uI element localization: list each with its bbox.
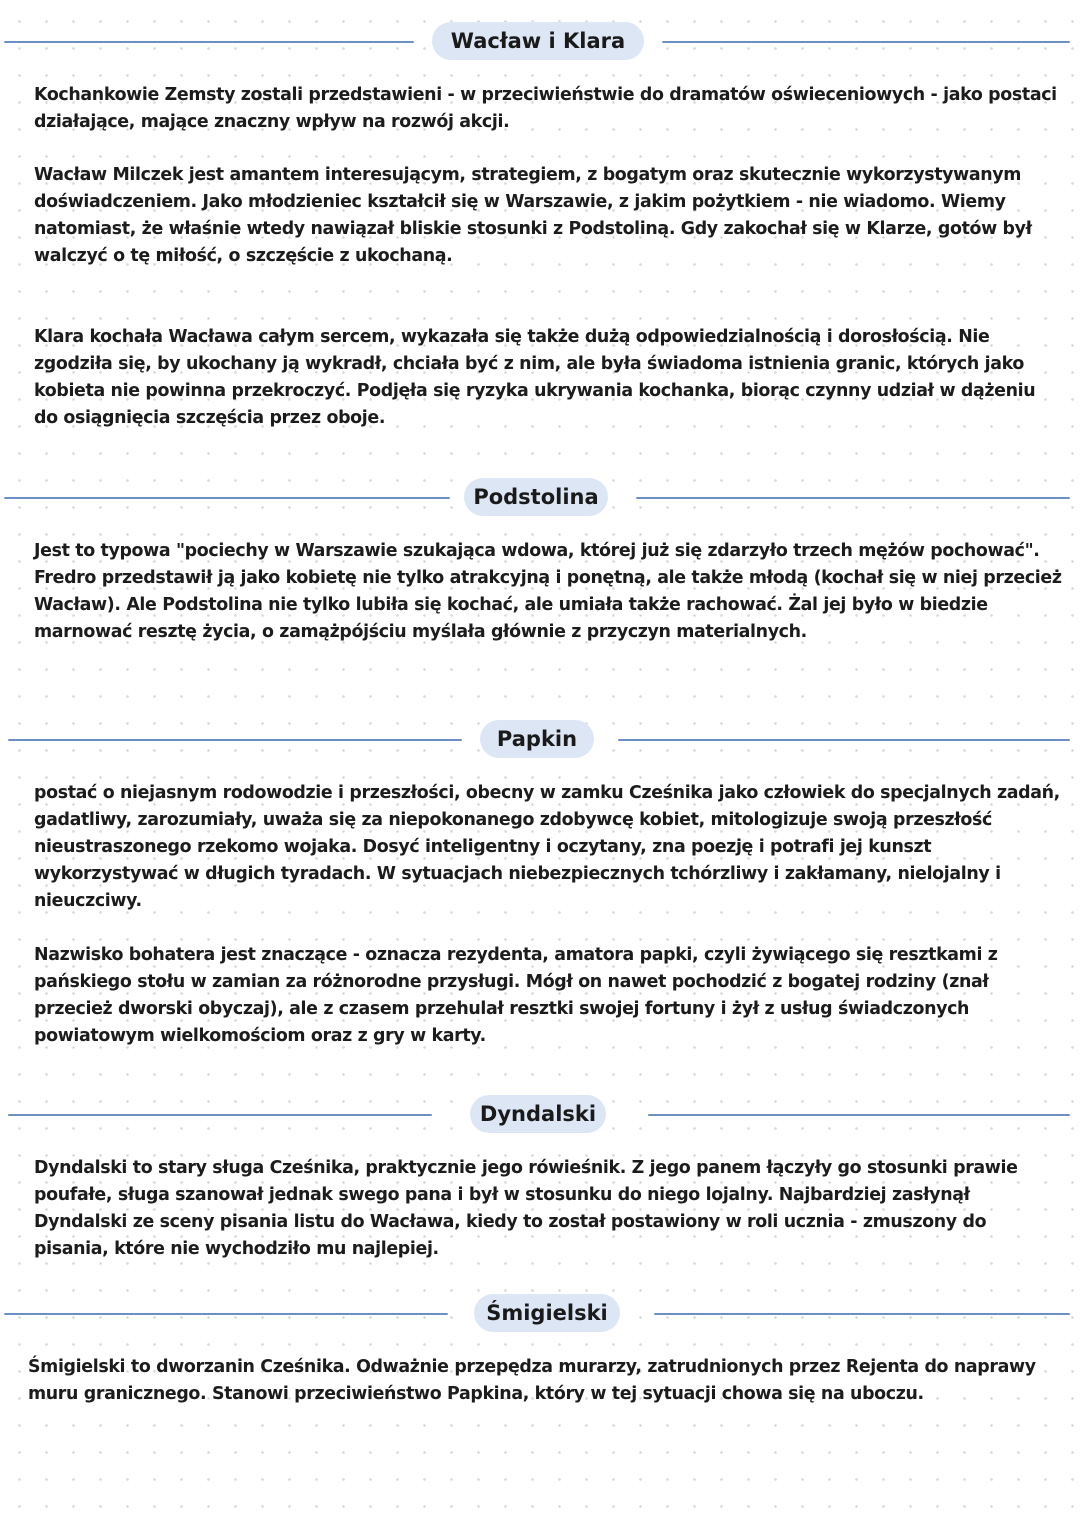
paragraph: Klara kochała Wacława całym sercem, wykazała się także dużą odpowiedzialnością i dorosłością. Nie zgodziła się, by ukochany ją wykradł, chciała być z nim, ale była świadoma istnienia granic, których jako kobieta nie powinna przekroczyć. Podjęła się ryzyka ukrywania kochanka, biorąc czynny udział w dążeniu do osiągnięcia szczęścia przez oboje. [34, 327, 1036, 428]
paragraph: Jest to typowa "pociechy w Warszawie szukająca wdowa, której już się zdarzyło trzech mężów pochować". Fredro przedstawił ją jako kobietę nie tylko atrakcyjną i ponętną, ale także młodą (kochał się w niej przecież Wacław). Ale Podstolina nie tylko lubiła się kochać, ale umiała także rachować. Żal jej było w biedzie marnować resztę życia, o zamążpójściu myślała głównie z przyczyn materialnych. [34, 541, 1062, 642]
section-heading-row [0, 1294, 1080, 1334]
section-title: Wacław i Klara [432, 22, 644, 60]
section-papkin [0, 720, 1080, 1046]
heading-rule-left [8, 739, 462, 741]
section-title: Dyndalski [470, 1095, 606, 1133]
section-heading-row [0, 22, 1080, 62]
section-title: Śmigielski [474, 1294, 620, 1332]
section-heading-row [0, 1095, 1080, 1135]
section-heading-row [0, 478, 1080, 518]
heading-rule-right [662, 41, 1070, 43]
section-title: Papkin [480, 720, 594, 758]
section-dyndalski [0, 1095, 1080, 1259]
paragraph: Wacław Milczek jest amantem interesującym, strategiem, z bogatym oraz skutecznie wykorzystywanym doświadczeniem. Jako młodzieniec kształcił się w Warszawie, z jakim pożytkiem - nie wiadomo. Wiemy natomiast, że właśnie wtedy nawiązał bliskie stosunki z Podstoliną. Gdy zakochał się w Klarze, gotów był walczyć o tę miłość, o szczęście z ukochaną. [34, 165, 1032, 266]
heading-rule-right [636, 497, 1070, 499]
paragraph: Nazwisko bohatera jest znaczące - oznacza rezydenta, amatora papki, czyli żywiącego się resztkami z pańskiego stołu w zamian za różnorodne przysługi. Mógł on nawet pochodzić z bogatej rodziny (znał przecież dworski obyczaj), ale z czasem przehulał resztki swojej fortuny i żył z usług świadczonych powiatowym wielkomościom oraz z gry w karty. [34, 945, 998, 1046]
section-smigielski [0, 1294, 1080, 1404]
heading-rule-left [4, 1313, 448, 1315]
section-title: Podstolina [464, 478, 608, 516]
section-podstolina [0, 478, 1080, 642]
paragraph: Kochankowie Zemsty zostali przedstawieni - w przeciwieństwie do dramatów oświeceniowych - jako postaci działające, mające znaczny wpływ na rozwój akcji. [34, 85, 1057, 132]
section-heading-row [0, 720, 1080, 760]
paragraph: Śmigielski to dworzanin Cześnika. Odważnie przepędza murarzy, zatrudnionych przez Rejenta do naprawy muru granicznego. Stanowi przeciwieństwo Papkina, który w tej sytuacji chowa się na uboczu. [28, 1357, 1036, 1404]
heading-rule-right [648, 1114, 1070, 1116]
section-waclaw-klara [0, 22, 1080, 428]
heading-rule-left [4, 41, 414, 43]
heading-rule-right [618, 739, 1070, 741]
heading-rule-left [8, 1114, 432, 1116]
paragraph: postać o niejasnym rodowodzie i przeszłości, obecny w zamku Cześnika jako człowiek do specjalnych zadań, gadatliwy, zarozumiały, uważa się za niepokonanego zdobywcę kobiet, mitologizuje swoją przeszłość nieustraszonego rzekomo wojaka. Dosyć inteligentny i oczytany, zna poezję i potrafi jej kunszt wykorzystywać w długich tyradach. W sytuacjach niebezpiecznych tchórzliwy i zakłamany, nielojalny i nieuczciwy. [34, 783, 1060, 911]
heading-rule-right [654, 1313, 1070, 1315]
paragraph: Dyndalski to stary sługa Cześnika, praktycznie jego rówieśnik. Z jego panem łączyły go stosunki prawie poufałe, sługa szanował jednak swego pana i był w stosunku do niego lojalny. Najbardziej zasłynął Dyndalski ze sceny pisania listu do Wacława, kiedy to został postawiony w roli ucznia - zmuszony do pisania, które nie wychodziło mu najlepiej. [34, 1158, 1018, 1259]
heading-rule-left [4, 497, 450, 499]
